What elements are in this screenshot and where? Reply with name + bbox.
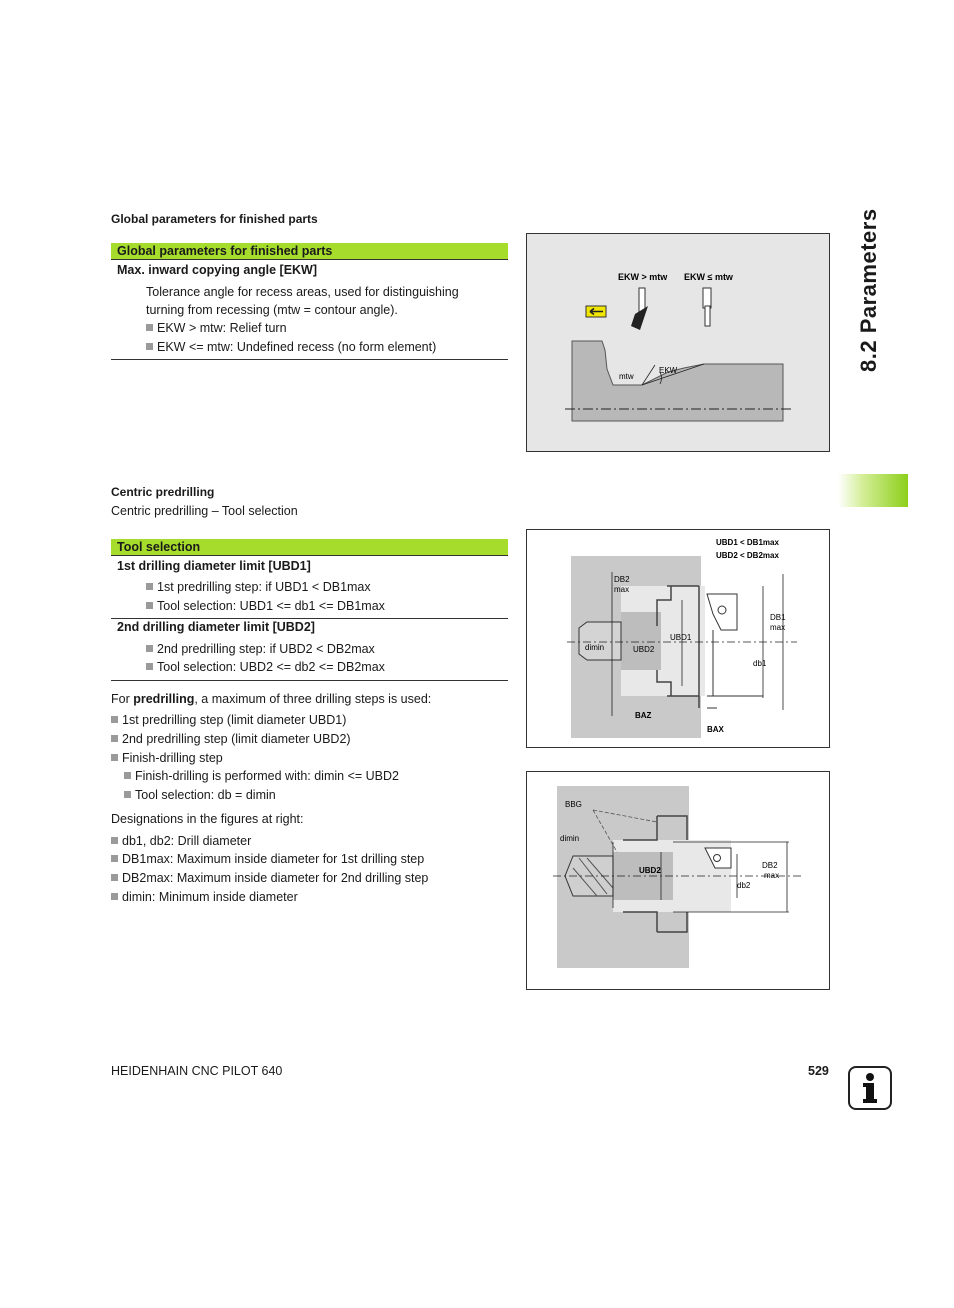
label-dimin: dimin: [585, 643, 605, 652]
list-item: [146, 599, 385, 613]
section-subheading: Centric predrilling – Tool selection: [111, 504, 298, 518]
list-item: [124, 788, 276, 802]
chapter-tab-marker: [838, 474, 908, 507]
label-baz: BAZ: [635, 711, 652, 720]
section-heading-predrilling: Centric predrilling: [111, 485, 215, 499]
arrow-left-icon: [586, 306, 606, 317]
bullet-square-icon: [111, 837, 118, 844]
bullet-square-icon: [146, 645, 153, 652]
label-ubd2: UBD2: [639, 866, 661, 875]
list-item: [111, 890, 298, 904]
label-ekw-greater: EKW > mtw: [618, 272, 668, 282]
bullet-square-icon: [111, 855, 118, 862]
description-line: Tolerance angle for recess areas, used for distinguishing: [146, 285, 459, 299]
bullet-square-icon: [124, 791, 131, 798]
label-db1: DB1: [770, 613, 786, 622]
label-bbg: BBG: [565, 800, 582, 809]
figure-finish-drilling-drawing: [527, 772, 829, 989]
list-item: [146, 642, 375, 656]
bullet-square-icon: [111, 874, 118, 881]
label-db2-small: db2: [737, 881, 751, 890]
list-item: [146, 321, 287, 335]
bullet-square-icon: [111, 754, 118, 761]
bullet-square-icon: [111, 735, 118, 742]
bullet-square-icon: [124, 772, 131, 779]
list-item-text: dimin: Minimum inside diameter: [122, 890, 298, 904]
label-db1-small: db1: [753, 659, 767, 668]
label-ubd2-condition: UBD2 < DB2max: [716, 551, 779, 560]
param-title-ekw: Max. inward copying angle [EKW]: [117, 263, 318, 277]
list-item: [146, 660, 385, 674]
list-item-text: DB2max: Maximum inside diameter for 2nd drilling step: [122, 871, 429, 885]
list-item-text: Finish-drilling is performed with: dimin <= UBD2: [135, 769, 399, 783]
label-ubd2: UBD2: [633, 645, 655, 654]
table-header-bar: Global parameters for finished parts: [111, 243, 508, 260]
list-item-text: Tool selection: UBD2 <= db2 <= DB2max: [157, 660, 385, 674]
param-title-ubd2: 2nd drilling diameter limit [UBD2]: [117, 620, 315, 634]
label-bax: BAX: [707, 725, 724, 734]
param-title-ubd1: 1st drilling diameter limit [UBD1]: [117, 559, 311, 573]
list-item: [111, 713, 346, 727]
label-db2: DB2: [614, 575, 630, 584]
figure-copying-angle-drawing: [527, 234, 829, 451]
table-row-rule: [111, 618, 508, 619]
figure-finish-drilling: [526, 771, 830, 990]
chapter-title: 8.2 Parameters: [856, 208, 881, 372]
list-item-text: EKW <= mtw: Undefined recess (no form element): [157, 340, 437, 354]
bullet-square-icon: [146, 663, 153, 670]
list-item-text: DB1max: Maximum inside diameter for 1st drilling step: [122, 852, 425, 866]
list-item: [111, 852, 424, 866]
list-item: [146, 580, 371, 594]
label-db2: DB2: [762, 861, 778, 870]
label-db2-max: max: [764, 871, 780, 880]
list-item-text: 2nd predrilling step: if UBD2 < DB2max: [157, 642, 375, 656]
label-db1-max: max: [770, 623, 786, 632]
footer-product-name: HEIDENHAIN CNC PILOT 640: [111, 1064, 283, 1078]
list-item-text: 1st predrilling step: if UBD1 < DB1max: [157, 580, 371, 594]
bullet-square-icon: [146, 602, 153, 609]
list-item-text: 1st predrilling step (limit diameter UBD1): [122, 713, 347, 727]
bullet-square-icon: [111, 716, 118, 723]
list-item-text: Finish-drilling step: [122, 751, 223, 765]
table-bottom-rule: [111, 680, 508, 681]
intro-prefix: For: [111, 692, 134, 706]
list-item-text: 2nd predrilling step (limit diameter UBD2): [122, 732, 351, 746]
label-ekw: EKW: [659, 366, 678, 375]
label-mtw: mtw: [619, 372, 634, 381]
label-ubd1-condition: UBD1 < DB1max: [716, 538, 779, 547]
section-heading-global: Global parameters for finished parts: [111, 212, 318, 226]
label-dimin: dimin: [560, 834, 580, 843]
bullet-square-icon: [111, 893, 118, 900]
param-description: [146, 283, 459, 319]
list-item: [146, 340, 436, 354]
list-item: [111, 834, 251, 848]
description-line: turning from recessing (mtw = contour angle).: [146, 303, 398, 317]
info-icon: [848, 1066, 892, 1110]
list-item-text: EKW > mtw: Relief turn: [157, 321, 287, 335]
list-item: [111, 751, 223, 765]
bullet-square-icon: [146, 583, 153, 590]
page-number: 529: [808, 1064, 829, 1078]
table-header-bar: Tool selection: [111, 539, 508, 556]
label-ekw-less-equal: EKW ≤ mtw: [684, 272, 733, 282]
list-item: [111, 732, 351, 746]
list-item-text: Tool selection: db = dimin: [135, 788, 276, 802]
figure-copying-angle: [526, 233, 830, 452]
figure-tool-selection: [526, 529, 830, 748]
designations-intro: Designations in the figures at right:: [111, 812, 304, 826]
info-glyph: [850, 1068, 890, 1108]
list-item: [111, 871, 428, 885]
label-db2-max: max: [614, 585, 630, 594]
table-bottom-rule: [111, 359, 508, 360]
bullet-square-icon: [146, 324, 153, 331]
label-ubd1: UBD1: [670, 633, 692, 642]
predrilling-intro: [111, 690, 431, 708]
list-item: [124, 769, 399, 783]
figure-tool-selection-drawing: [527, 530, 829, 747]
bullet-square-icon: [146, 343, 153, 350]
list-item-text: Tool selection: UBD1 <= db1 <= DB1max: [157, 599, 385, 613]
intro-bold-term: predrilling: [133, 692, 195, 706]
list-item-text: db1, db2: Drill diameter: [122, 834, 252, 848]
intro-suffix: , a maximum of three drilling steps is used:: [194, 692, 432, 706]
